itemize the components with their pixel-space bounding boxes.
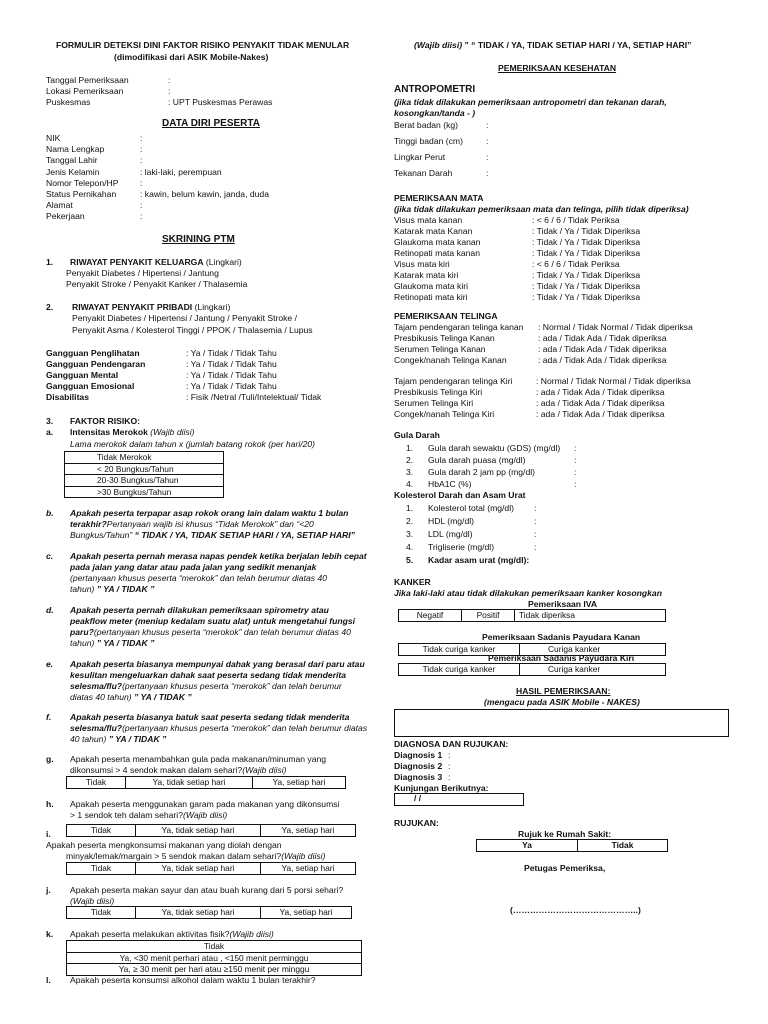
q-c-options[interactable]: ” YA / TIDAK ” bbox=[94, 584, 155, 594]
rpk-num: 1. bbox=[46, 257, 54, 267]
q-b-num: b. bbox=[46, 508, 54, 518]
kolesterol-num: 1. bbox=[406, 503, 414, 513]
telinga-options[interactable]: : Normal / Tidak Normal / Tidak diperiksa bbox=[538, 322, 693, 332]
kolesterol-title: Kolesterol Darah dan Asam Urat bbox=[394, 490, 526, 500]
field-value[interactable]: : bbox=[140, 178, 143, 188]
sadanis-option-curiga[interactable]: Curiga kanker bbox=[520, 644, 666, 656]
q-f-line bbox=[70, 734, 166, 745]
q-j-line: Apakah peserta makan sayur dan atau buah kurang dari 5 porsi sehari? bbox=[70, 885, 344, 895]
gula-num: 1. bbox=[406, 443, 414, 453]
rpp-heading bbox=[72, 302, 230, 313]
antropometri-value[interactable]: : bbox=[486, 168, 489, 178]
telinga-options[interactable]: : ada / Tidak Ada / Tidak diperiksa bbox=[536, 398, 665, 408]
iva-option-negatif[interactable]: Negatif bbox=[399, 610, 462, 622]
meta-label: Tanggal Pemeriksaan bbox=[46, 75, 129, 85]
q-a-title: Intensitas Merokok bbox=[70, 427, 148, 437]
rujuk-options bbox=[476, 839, 668, 852]
smoking-option[interactable]: 20-30 Bungkus/Tahun bbox=[65, 475, 224, 487]
q-d-line bbox=[70, 638, 154, 649]
kunjungan-label: Kunjungan Berikutnya: bbox=[394, 783, 489, 793]
mata-label: Glaukoma mata kanan bbox=[394, 237, 481, 247]
q-e-line: kesulitan mengeluarkan dahak saat peserta sedang tidak menderita bbox=[70, 670, 347, 680]
option-ya-tidak-setiap-hari[interactable]: Ya, tidak setiap hari bbox=[136, 825, 261, 837]
q-g-options bbox=[66, 776, 346, 789]
telinga-options[interactable]: : ada / Tidak Ada / Tidak diperiksa bbox=[538, 344, 667, 354]
antropometri-label: Tekanan Darah bbox=[394, 168, 453, 178]
mata-label: Retinopati mata kanan bbox=[394, 248, 480, 258]
option-ya-tidak-setiap-hari[interactable]: Ya, tidak setiap hari bbox=[136, 907, 261, 919]
q-e-line: Apakah peserta biasanya mempunyai dahak yang berasal dari paru atau bbox=[70, 659, 365, 669]
field-label: Jenis Kelamin bbox=[46, 167, 100, 177]
q-d-num: d. bbox=[46, 605, 54, 615]
meta-value[interactable]: : bbox=[168, 75, 171, 85]
q-d-note: tahun) bbox=[70, 638, 95, 648]
mata-title: PEMERIKSAAN MATA bbox=[394, 193, 484, 203]
antropometri-title: ANTROPOMETRI bbox=[394, 84, 476, 95]
antropometri-value[interactable]: : bbox=[486, 136, 489, 146]
hasil-title: HASIL PEMERIKSAAN: bbox=[516, 686, 611, 696]
telinga-label: Congek/nanah Telinga Kiri bbox=[394, 409, 495, 419]
kolesterol-value[interactable]: : bbox=[534, 542, 537, 552]
form-subtitle: (dimodifikasi dari ASIK Mobile-Nakes) bbox=[114, 52, 269, 62]
antropometri-label: Berat badan (kg) bbox=[394, 120, 459, 130]
iva-title: Pemeriksaan IVA bbox=[528, 599, 598, 609]
q-b-line: Apakah peserta terpapar asap rokok orang lain dalam waktu 1 bulan bbox=[70, 508, 349, 518]
q-i-line bbox=[66, 851, 325, 862]
q-g-num: g. bbox=[46, 754, 54, 764]
meta-value[interactable]: : UPT Puskesmas Perawas bbox=[168, 97, 273, 107]
telinga-label: Congek/nanah Telinga Kanan bbox=[394, 355, 507, 365]
rpp-title: RIWAYAT PENYAKIT PRIBADI bbox=[72, 302, 193, 312]
diagnosa-title: DIAGNOSA DAN RUJUKAN: bbox=[394, 739, 509, 749]
kolesterol-num: 5. bbox=[406, 555, 414, 565]
kolesterol-label: HDL (mg/dl) bbox=[428, 516, 474, 526]
skrining-title: SKRINING PTM bbox=[162, 234, 235, 245]
data-diri-title: DATA DIRI PESERTA bbox=[162, 118, 260, 129]
q-e-options[interactable]: ” YA / TIDAK ” bbox=[131, 692, 192, 702]
antropometri-value[interactable]: : bbox=[486, 152, 489, 162]
antropometri-label: Lingkar Perut bbox=[394, 152, 446, 162]
option-ya-tidak-setiap-hari[interactable]: Ya, tidak setiap hari bbox=[126, 777, 253, 789]
kolesterol-label: Kolesterol total (mg/dl) bbox=[428, 503, 514, 513]
q-j-note: (Wajib diisi) bbox=[70, 896, 115, 906]
q-a-desc: Lama merokok dalam tahun x (jumlah batang rokok (per hari/20) bbox=[70, 439, 316, 449]
option-ya-setiap-hari[interactable]: Ya, setiap hari bbox=[261, 825, 356, 837]
q-k-text: Apakah peserta melakukan aktivitas fisik? bbox=[70, 929, 230, 939]
q-d-line: Apakah peserta pernah dilakukan pemeriksaan spirometry atau bbox=[70, 605, 329, 615]
sadanis-kanan-title: Pemeriksaan Sadanis Payudara Kanan bbox=[482, 632, 641, 642]
mata-options[interactable]: : Tidak / Ya / Tidak Diperiksa bbox=[532, 281, 641, 291]
q-h-options bbox=[66, 824, 356, 837]
gula-value[interactable]: : bbox=[574, 455, 577, 465]
mata-options[interactable]: : < 6 / 6 / Tidak Periksa bbox=[532, 259, 620, 269]
q-f-line: Apakah peserta biasanya batuk saat peserta sedang tidak menderita bbox=[70, 712, 350, 722]
telinga-title: PEMERIKSAAN TELINGA bbox=[394, 311, 498, 321]
q-g-text: dikonsumsi > 4 sendok makan dalam sehari? bbox=[70, 765, 243, 775]
kolesterol-label: LDL (mg/dl) bbox=[428, 529, 473, 539]
sadanis-option-tidak-curiga[interactable]: Tidak curiga kanker bbox=[399, 664, 520, 676]
mata-options[interactable]: : Tidak / Ya / Tidak Diperiksa bbox=[532, 237, 641, 247]
q-f-num: f. bbox=[46, 712, 52, 722]
q-c-line: Apakah peserta pernah merasa napas pendek ketika berjalan lebih cepat bbox=[70, 551, 367, 561]
rujuk-option-ya[interactable]: Ya bbox=[477, 840, 578, 852]
q-i-num: i. bbox=[46, 829, 51, 839]
rpk-options-1[interactable]: Penyakit Diabetes / Hipertensi / Jantung bbox=[66, 268, 219, 278]
q-l-num: l. bbox=[46, 975, 51, 985]
q-d-note: (pertanyaan khusus peserta “merokok” dan telah berumur diatas 40 bbox=[93, 627, 351, 637]
q-g-line bbox=[70, 765, 286, 776]
rpp-options-1[interactable]: Penyakit Diabetes / Hipertensi / Jantung / Penyakit Stroke / bbox=[72, 313, 297, 323]
diagnosis-value[interactable]: : bbox=[448, 750, 451, 760]
q-i-options bbox=[66, 862, 356, 875]
gula-num: 2. bbox=[406, 455, 414, 465]
hasil-input-box[interactable] bbox=[394, 709, 729, 737]
rujukan-title: RUJUKAN: bbox=[394, 818, 439, 828]
q-b-note: Pertanyaan wajib isi khusus “Tidak Merokok” dan “<20 bbox=[106, 519, 314, 529]
q-h-line bbox=[70, 810, 227, 821]
q-a-num: a. bbox=[46, 427, 54, 437]
q-j-options bbox=[66, 906, 352, 919]
rpk-options-2[interactable]: Penyakit Stroke / Penyakit Kanker / Thalasemia bbox=[66, 279, 248, 289]
gula-label: Gula darah puasa (mg/dl) bbox=[428, 455, 526, 465]
antropometri-note: kosongkan/tanda - ) bbox=[394, 108, 476, 118]
gangguan-label: Gangguan Mental bbox=[46, 370, 119, 380]
q-c-note: (pertanyaan khusus peserta “merokok” dan telah berumur diatas 40 bbox=[70, 573, 327, 583]
q-b-line bbox=[70, 519, 314, 530]
fr-title: FAKTOR RISIKO: bbox=[70, 416, 141, 426]
telinga-label: Serumen Telinga Kiri bbox=[394, 398, 474, 408]
rpk-title: RIWAYAT PENYAKIT KELUARGA bbox=[70, 257, 204, 267]
gula-label: HbA1C (%) bbox=[428, 479, 472, 489]
telinga-options[interactable]: : ada / Tidak Ada / Tidak diperiksa bbox=[536, 409, 665, 419]
q-b-text: terakhir? bbox=[70, 519, 107, 529]
option-ya-setiap-hari[interactable]: Ya, setiap hari bbox=[261, 907, 352, 919]
meta-value[interactable]: : bbox=[168, 86, 171, 96]
field-value[interactable]: : bbox=[140, 144, 143, 154]
rpp-note: (Lingkari) bbox=[192, 302, 231, 312]
q-k-note: (Wajib diisi) bbox=[229, 929, 274, 939]
q-f-line bbox=[70, 723, 367, 734]
sadanis-kiri-title: Pemeriksaan Sadanis Payudara Kiri bbox=[488, 653, 635, 663]
mata-label: Visus mata kiri bbox=[394, 259, 450, 269]
gula-value[interactable]: : bbox=[574, 467, 577, 477]
q-d-options[interactable]: ” YA / TIDAK ” bbox=[94, 638, 155, 648]
q-i-line: Apakah peserta mengkonsumsi makanan yang diolah dengan bbox=[46, 840, 282, 850]
q-h-line: Apakah peserta menggunakan garam pada makanan yang dikonsumsi bbox=[70, 799, 340, 809]
q-e-text: selesma/flu? bbox=[70, 681, 123, 691]
gula-label: Gula darah 2 jam pp (mg/dl) bbox=[428, 467, 535, 477]
gangguan-options[interactable]: : Fisik /Netral /Tuli/Intelektual/ Tidak bbox=[186, 392, 322, 402]
q-b-line bbox=[70, 530, 355, 541]
gangguan-label: Disabilitas bbox=[46, 392, 89, 402]
rpk-heading bbox=[70, 257, 242, 268]
q-e-num: e. bbox=[46, 659, 54, 669]
meta-label: Puskesmas bbox=[46, 97, 91, 107]
q-c-line: pada jalan yang datar atau pada jalan yang sedikit menanjak bbox=[70, 562, 317, 572]
gangguan-label: Gangguan Emosional bbox=[46, 381, 135, 391]
q-d-text: paru? bbox=[70, 627, 94, 637]
q-c-line bbox=[70, 584, 154, 595]
kolesterol-label: Trigliserie (mg/dl) bbox=[428, 542, 495, 552]
mata-label: Glaukoma mata kiri bbox=[394, 281, 469, 291]
iva-option-tidak-diperiksa[interactable]: Tidak diperiksa bbox=[515, 610, 666, 622]
petugas-label: Petugas Pemeriksa, bbox=[524, 863, 606, 873]
option-tidak[interactable]: Tidak bbox=[67, 825, 136, 837]
telinga-label: Tajam pendengaran telinga Kiri bbox=[394, 376, 513, 386]
field-label: Pekerjaan bbox=[46, 211, 85, 221]
gula-label: Gula darah sewaktu (GDS) (mg/dl) bbox=[428, 443, 561, 453]
mata-label: Retinopati mata kiri bbox=[394, 292, 468, 302]
q-h-note: (Wajib diisi) bbox=[183, 810, 228, 820]
activity-option[interactable]: Ya, ≥ 30 menit per hari atau ≥150 menit per minggu bbox=[67, 964, 362, 976]
diagnosis-label: Diagnosis 3 bbox=[394, 772, 443, 782]
iva-option-positif[interactable]: Positif bbox=[462, 610, 515, 622]
option-ya-tidak-setiap-hari[interactable]: Ya, tidak setiap hari bbox=[136, 863, 261, 875]
mata-label: Katarak mata kiri bbox=[394, 270, 459, 280]
q-d-line: peakflow meter (meniup kedalam suatu alat) untuk mengetahui fungsi bbox=[70, 616, 356, 626]
q-f-options[interactable]: ” YA / TIDAK ” bbox=[106, 734, 167, 744]
field-label: Nama Lengkap bbox=[46, 144, 105, 154]
gula-num: 4. bbox=[406, 479, 414, 489]
mata-options[interactable]: : Tidak / Ya / Tidak Diperiksa bbox=[532, 226, 641, 236]
form-title: FORMULIR DETEKSI DINI FAKTOR RISIKO PENYAKIT TIDAK MENULAR bbox=[56, 40, 350, 50]
q-c-num: c. bbox=[46, 551, 54, 561]
diagnosis-label: Diagnosis 1 bbox=[394, 750, 443, 760]
q-e-note: (pertanyaan khusus peserta “merokok” dan telah berumur bbox=[122, 681, 342, 691]
diagnosis-value[interactable]: : bbox=[448, 772, 451, 782]
kanker-note: Jika laki-laki atau tidak dilakukan pemeriksaan kanker kosongkan bbox=[394, 588, 662, 598]
q-i-text: minyak/lemak/margain > 5 sendok makan dalam sehari? bbox=[66, 851, 282, 861]
mata-options[interactable]: : Tidak / Ya / Tidak Diperiksa bbox=[532, 270, 641, 280]
mata-options[interactable]: : < 6 / 6 / Tidak Periksa bbox=[532, 215, 620, 225]
smoking-option[interactable]: < 20 Bungkus/Tahun bbox=[65, 463, 224, 475]
iva-options bbox=[398, 609, 666, 622]
gangguan-label: Gangguan Pendengaran bbox=[46, 359, 146, 369]
mata-note: (jika tidak dilakukan pemeriksaan mata dan telinga, pilih tidak diperiksa) bbox=[394, 204, 689, 214]
mata-label: Visus mata kanan bbox=[394, 215, 463, 225]
q-h-num: h. bbox=[46, 799, 54, 809]
gangguan-options[interactable]: : Ya / Tidak / Tidak Tahu bbox=[186, 381, 277, 391]
q-a-wajib: (Wajib diisi) bbox=[147, 427, 195, 437]
sadanis-kiri-options bbox=[398, 663, 666, 676]
mata-options[interactable]: : Tidak / Ya / Tidak Diperiksa bbox=[532, 248, 641, 258]
q-h-text: > 1 sendok teh dalam sehari? bbox=[70, 810, 183, 820]
kolesterol-num: 4. bbox=[406, 542, 414, 552]
q-g-line: Apakah peserta menambahkan gula pada makanan/minuman yang bbox=[70, 754, 327, 764]
pemeriksaan-title: PEMERIKSAAN KESEHATAN bbox=[498, 63, 617, 73]
fr-num: 3. bbox=[46, 416, 54, 426]
q-j-num: j. bbox=[46, 885, 51, 895]
q-k-num: k. bbox=[46, 929, 54, 939]
telinga-label: Presbikusis Telinga Kanan bbox=[394, 333, 495, 343]
rujuk-label: Rujuk ke Rumah Sakit: bbox=[518, 829, 612, 839]
diagnosis-label: Diagnosis 2 bbox=[394, 761, 443, 771]
option-ya-setiap-hari[interactable]: Ya, setiap hari bbox=[253, 777, 346, 789]
field-label: Status Pernikahan bbox=[46, 189, 117, 199]
q-b-note: Bungkus/Tahun” bbox=[70, 530, 133, 540]
telinga-label: Serumen Telinga Kanan bbox=[394, 344, 486, 354]
q-e-note: diatas 40 tahun) bbox=[70, 692, 132, 702]
telinga-options[interactable]: : Normal / Tidak Normal / Tidak diperiksa bbox=[536, 376, 691, 386]
hasil-note: (mengacu pada ASIK Mobile - NAKES) bbox=[484, 697, 640, 707]
field-label: Nomor Telepon/HP bbox=[46, 178, 119, 188]
gula-title: Gula Darah bbox=[394, 430, 440, 440]
sadanis-option-tidak-curiga[interactable]: Tidak curiga kanker bbox=[399, 644, 520, 656]
field-label: Alamat bbox=[46, 200, 73, 210]
gangguan-label: Gangguan Penglihatan bbox=[46, 348, 140, 358]
rpp-num: 2. bbox=[46, 302, 54, 312]
telinga-options[interactable]: : ada / Tidak Ada / Tidak diperiksa bbox=[536, 387, 665, 397]
top-options-line bbox=[414, 40, 691, 51]
antropometri-label: Tinggi badan (cm) bbox=[394, 136, 463, 146]
field-value[interactable]: : bbox=[140, 155, 143, 165]
mata-label: Katarak mata Kanan bbox=[394, 226, 473, 236]
q-f-note: 40 tahun) bbox=[70, 734, 107, 744]
kolesterol-value[interactable]: : bbox=[534, 503, 537, 513]
telinga-label: Tajam pendengaran telinga kanan bbox=[394, 322, 524, 332]
q-f-note: (pertanyaan khusus peserta “merokok” dan telah berumur diatas bbox=[122, 723, 368, 733]
activity-option[interactable]: Ya, <30 menit perhari atau , <150 menit perminggu bbox=[67, 952, 362, 964]
smoking-option[interactable]: >30 Bungkus/Tahun bbox=[65, 486, 224, 498]
gula-value[interactable]: : bbox=[574, 479, 577, 489]
gula-num: 3. bbox=[406, 467, 414, 477]
gula-value[interactable]: : bbox=[574, 443, 577, 453]
q-f-text: selesma/flu? bbox=[70, 723, 123, 733]
field-value[interactable]: : bbox=[140, 211, 143, 221]
kanker-title: KANKER bbox=[394, 577, 431, 587]
antropometri-value[interactable]: : bbox=[486, 120, 489, 130]
gangguan-options[interactable]: : Ya / Tidak / Tidak Tahu bbox=[186, 370, 277, 380]
rujuk-option-tidak[interactable]: Tidak bbox=[578, 840, 668, 852]
q-k-options bbox=[66, 940, 362, 976]
option-tidak[interactable]: Tidak bbox=[67, 907, 136, 919]
q-a-heading bbox=[70, 427, 194, 438]
field-value[interactable]: : laki-laki, perempuan bbox=[140, 167, 222, 177]
kolesterol-num: 2. bbox=[406, 516, 414, 526]
option-ya-setiap-hari[interactable]: Ya, setiap hari bbox=[261, 863, 356, 875]
q-l-line: Apakah peserta konsumsi alkohol dalam waktu 1 bulan terakhir? bbox=[70, 975, 316, 985]
mata-options[interactable]: : Tidak / Ya / Tidak Diperiksa bbox=[532, 292, 641, 302]
activity-option[interactable]: Tidak bbox=[67, 941, 362, 953]
rpk-note: (Lingkari) bbox=[203, 257, 242, 267]
top-wajib: (Wajib diisi) bbox=[414, 40, 463, 50]
diagnosis-value[interactable]: : bbox=[448, 761, 451, 771]
kunjungan-date-value: / / bbox=[414, 793, 422, 803]
sadanis-option-curiga[interactable]: Curiga kanker bbox=[520, 664, 666, 676]
kolesterol-value[interactable]: : bbox=[534, 529, 537, 539]
q-c-note: tahun) bbox=[70, 584, 95, 594]
option-tidak[interactable]: Tidak bbox=[67, 863, 136, 875]
field-label: Tanggal Lahir bbox=[46, 155, 98, 165]
q-g-note: (Wajib diisi) bbox=[242, 765, 287, 775]
q-d-line bbox=[70, 627, 351, 638]
q-k-line bbox=[70, 929, 274, 940]
meta-label: Lokasi Pemeriksaan bbox=[46, 86, 124, 96]
smoking-option[interactable]: Tidak Merokok bbox=[65, 452, 224, 464]
q-e-line bbox=[70, 681, 342, 692]
q-e-line bbox=[70, 692, 192, 703]
field-value[interactable]: : kawin, belum kawin, janda, duda bbox=[140, 189, 269, 199]
smoking-table bbox=[64, 451, 224, 498]
kolesterol-label: Kadar asam urat (mg/dl): bbox=[428, 555, 530, 565]
rpp-options-2[interactable]: Penyakit Asma / Kolesterol Tinggi / PPOK / Thalasemia / Lupus bbox=[72, 325, 313, 335]
option-tidak[interactable]: Tidak bbox=[67, 777, 126, 789]
gangguan-options[interactable]: : Ya / Tidak / Tidak Tahu bbox=[186, 348, 277, 358]
kolesterol-value[interactable]: : bbox=[534, 516, 537, 526]
telinga-options[interactable]: : ada / Tidak Ada / Tidak diperiksa bbox=[538, 333, 667, 343]
telinga-label: Presbikusis Telinga Kiri bbox=[394, 387, 483, 397]
telinga-options[interactable]: : ada / Tidak Ada / Tidak diperiksa bbox=[538, 355, 667, 365]
field-value[interactable]: : bbox=[140, 133, 143, 143]
q-b-options[interactable]: “ TIDAK / YA, TIDAK SETIAP HARI / YA, SETIAP HARI” bbox=[132, 530, 355, 540]
field-value[interactable]: : bbox=[140, 200, 143, 210]
antropometri-note: (jika tidak dilakukan pemeriksaan antropometri dan tekanan darah, bbox=[394, 97, 667, 107]
gangguan-options[interactable]: : Ya / Tidak / Tidak Tahu bbox=[186, 359, 277, 369]
kolesterol-num: 3. bbox=[406, 529, 414, 539]
signature-line[interactable]: (……………………………………..) bbox=[510, 905, 641, 915]
field-label: NIK bbox=[46, 133, 61, 143]
top-options[interactable]: ” “ TIDAK / YA, TIDAK SETIAP HARI / YA, SETIAP HARI” bbox=[462, 40, 692, 50]
q-i-note: (Wajib diisi) bbox=[281, 851, 326, 861]
